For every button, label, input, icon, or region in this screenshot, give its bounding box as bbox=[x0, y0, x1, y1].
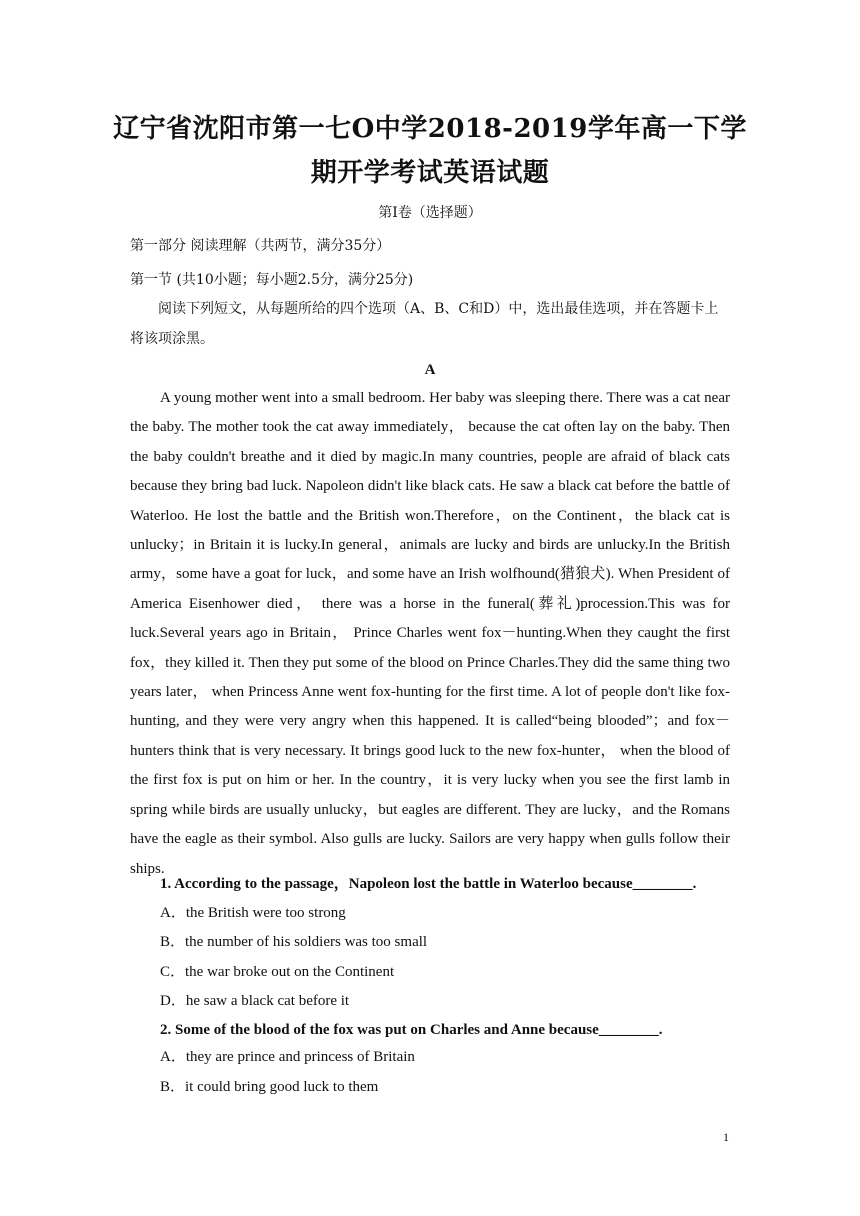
question-1-option-d: D．he saw a black cat before it bbox=[160, 993, 350, 1009]
question-2-option-b: B．it could bring good luck to them bbox=[160, 1079, 379, 1095]
question-1-option-a: A．the British were too strong bbox=[160, 905, 346, 921]
question-2-stem: 2. Some of the blood of the fox was put on Charles and Anne because________. bbox=[160, 1022, 663, 1038]
question-1-stem: 1. According to the passage，Napoleon lost the battle in Waterloo because________. bbox=[160, 876, 697, 892]
section-heading: 第一节 (共10小题；每小题2.5分，满分25分) bbox=[130, 272, 414, 288]
page-number: 1 bbox=[723, 1130, 729, 1144]
document-title-line1: 辽宁省沈阳市第一七O中学2018-2019学年高一下学 bbox=[113, 114, 747, 144]
question-1-option-b: B．the number of his soldiers was too small bbox=[160, 934, 428, 950]
instructions: 阅读下列短文，从每题所给的四个选项（A、B、C和D）中，选出最佳选项，并在答题卡上将该项涂黑。 bbox=[130, 301, 719, 347]
volume-heading: 第Ⅰ卷（选择题） bbox=[378, 205, 482, 221]
document-title-line2: 期开学考试英语试题 bbox=[310, 158, 550, 188]
question-1-option-c: C．the war broke out on the Continent bbox=[160, 964, 395, 980]
part-heading: 第一部分 阅读理解（共两节，满分35分） bbox=[130, 238, 391, 254]
passage-label: A bbox=[424, 362, 436, 378]
question-2-option-a: A．they are prince and princess of Britain bbox=[160, 1049, 415, 1065]
passage-text: A young mother went into a small bedroom. Her baby was sleeping there. There was a cat near the baby. The mother took the cat away immediately， because the cat often lay on the baby. Then the baby couldn't breathe and it died by magic.In many countries, people are afraid of black cats because they bring bad luck. Napoleon didn't like black cats. He saw a black cat before the battle of Waterloo. He lost the battle and the British won.Therefore，on the Continent，the black cat is unlucky；in Britain it is lucky.In general，animals are lucky and birds are unlucky.In the British army，some have a goat for luck，and some have an Irish wolfhound(猎狼犬). When President of America Eisenhower died， there was a horse in the funeral(葬礼)procession.This was for luck.Several years ago in Britain， Prince Charles went fox－hunting.When they caught the first fox，they killed it. Then they put some of the blood on Prince Charles.They did the same thing two years later， when Princess Anne went fox-hunting for the first time. A lot of people don't like fox-hunting, and they were very angry when this happened. It is called“being blooded”；and fox－hunters think that is very necessary. It brings good luck to the new fox-hunter， when the blood of the first fox is put on him or her. In the country，it is very lucky when you see the first lamb in spring while birds are usually unlucky，but eagles are different. They are lucky，and the Romans have the eagle as their symbol. Also gulls are lucky. Sailors are very happy when gulls follow their ships. bbox=[130, 390, 730, 877]
